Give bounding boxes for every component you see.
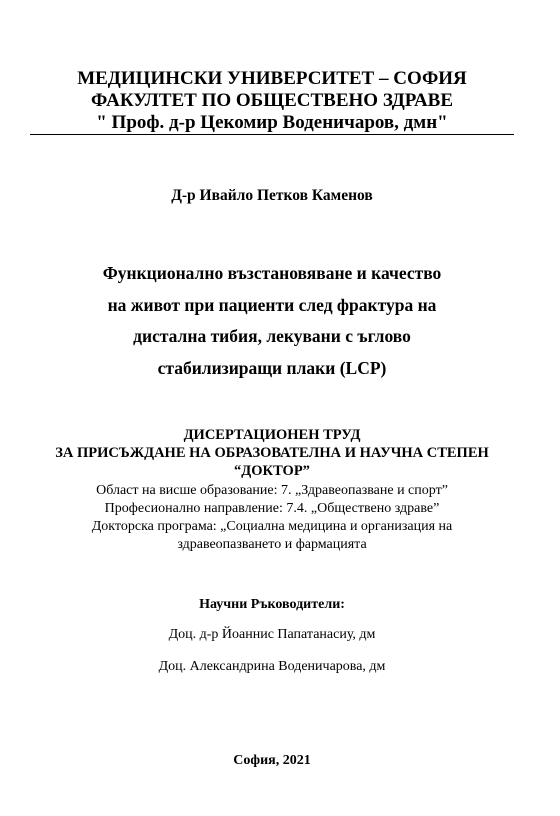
supervisor-name: Доц. Александрина Воденичарова, дм [158,659,386,674]
faculty-patron: " Проф. д-р Цекомир Воденичаров, дмн" [96,112,448,133]
dissertation-type-line: ЗА ПРИСЪЖДАНЕ НА ОБРАЗОВАТЕЛНА И НАУЧНА СТЕПЕН [55,445,489,461]
title-line: стабилизиращи плаки (LCP) [157,357,387,378]
supervisor-name: Доц. д-р Йоаннис Папатанасиу, дм [168,627,376,642]
dissertation-type [20,426,524,480]
university-name: МЕДИЦИНСКИ УНИВЕРСИТЕТ – СОФИЯ [77,68,467,89]
title-line: на живот при пациенти след фрактура на [107,294,437,315]
dissertation-type-line: “ДОКТОР” [234,463,310,479]
dissertation-type-line: ДИСЕРТАЦИОНЕН ТРУД [183,427,361,443]
supervisors-heading: Научни Ръководители: [199,597,345,612]
title-line: Функционално възстановяване и качество [102,263,442,283]
program-info [20,482,524,554]
header-divider [30,134,514,135]
doctoral-program-continued: здравеопазването и фармацията [177,537,367,552]
title-line: дистална тибия, лекувани с ъглово [133,326,411,346]
author-name: Д-р Ивайло Петков Каменов [171,187,373,204]
faculty-name: ФАКУЛТЕТ ПО ОБЩЕСТВЕНО ЗДРАВЕ [90,90,454,111]
professional-field: Професионално направление: 7.4. „Обществено здраве” [104,501,440,516]
place-and-year: София, 2021 [233,753,311,768]
institution-header [30,68,514,134]
dissertation-title [30,258,514,384]
doctoral-program: Докторска програма: „Социална медицина и организация на [91,519,453,534]
education-area: Област на висше образование: 7. „Здравеопазване и спорт” [96,483,448,498]
